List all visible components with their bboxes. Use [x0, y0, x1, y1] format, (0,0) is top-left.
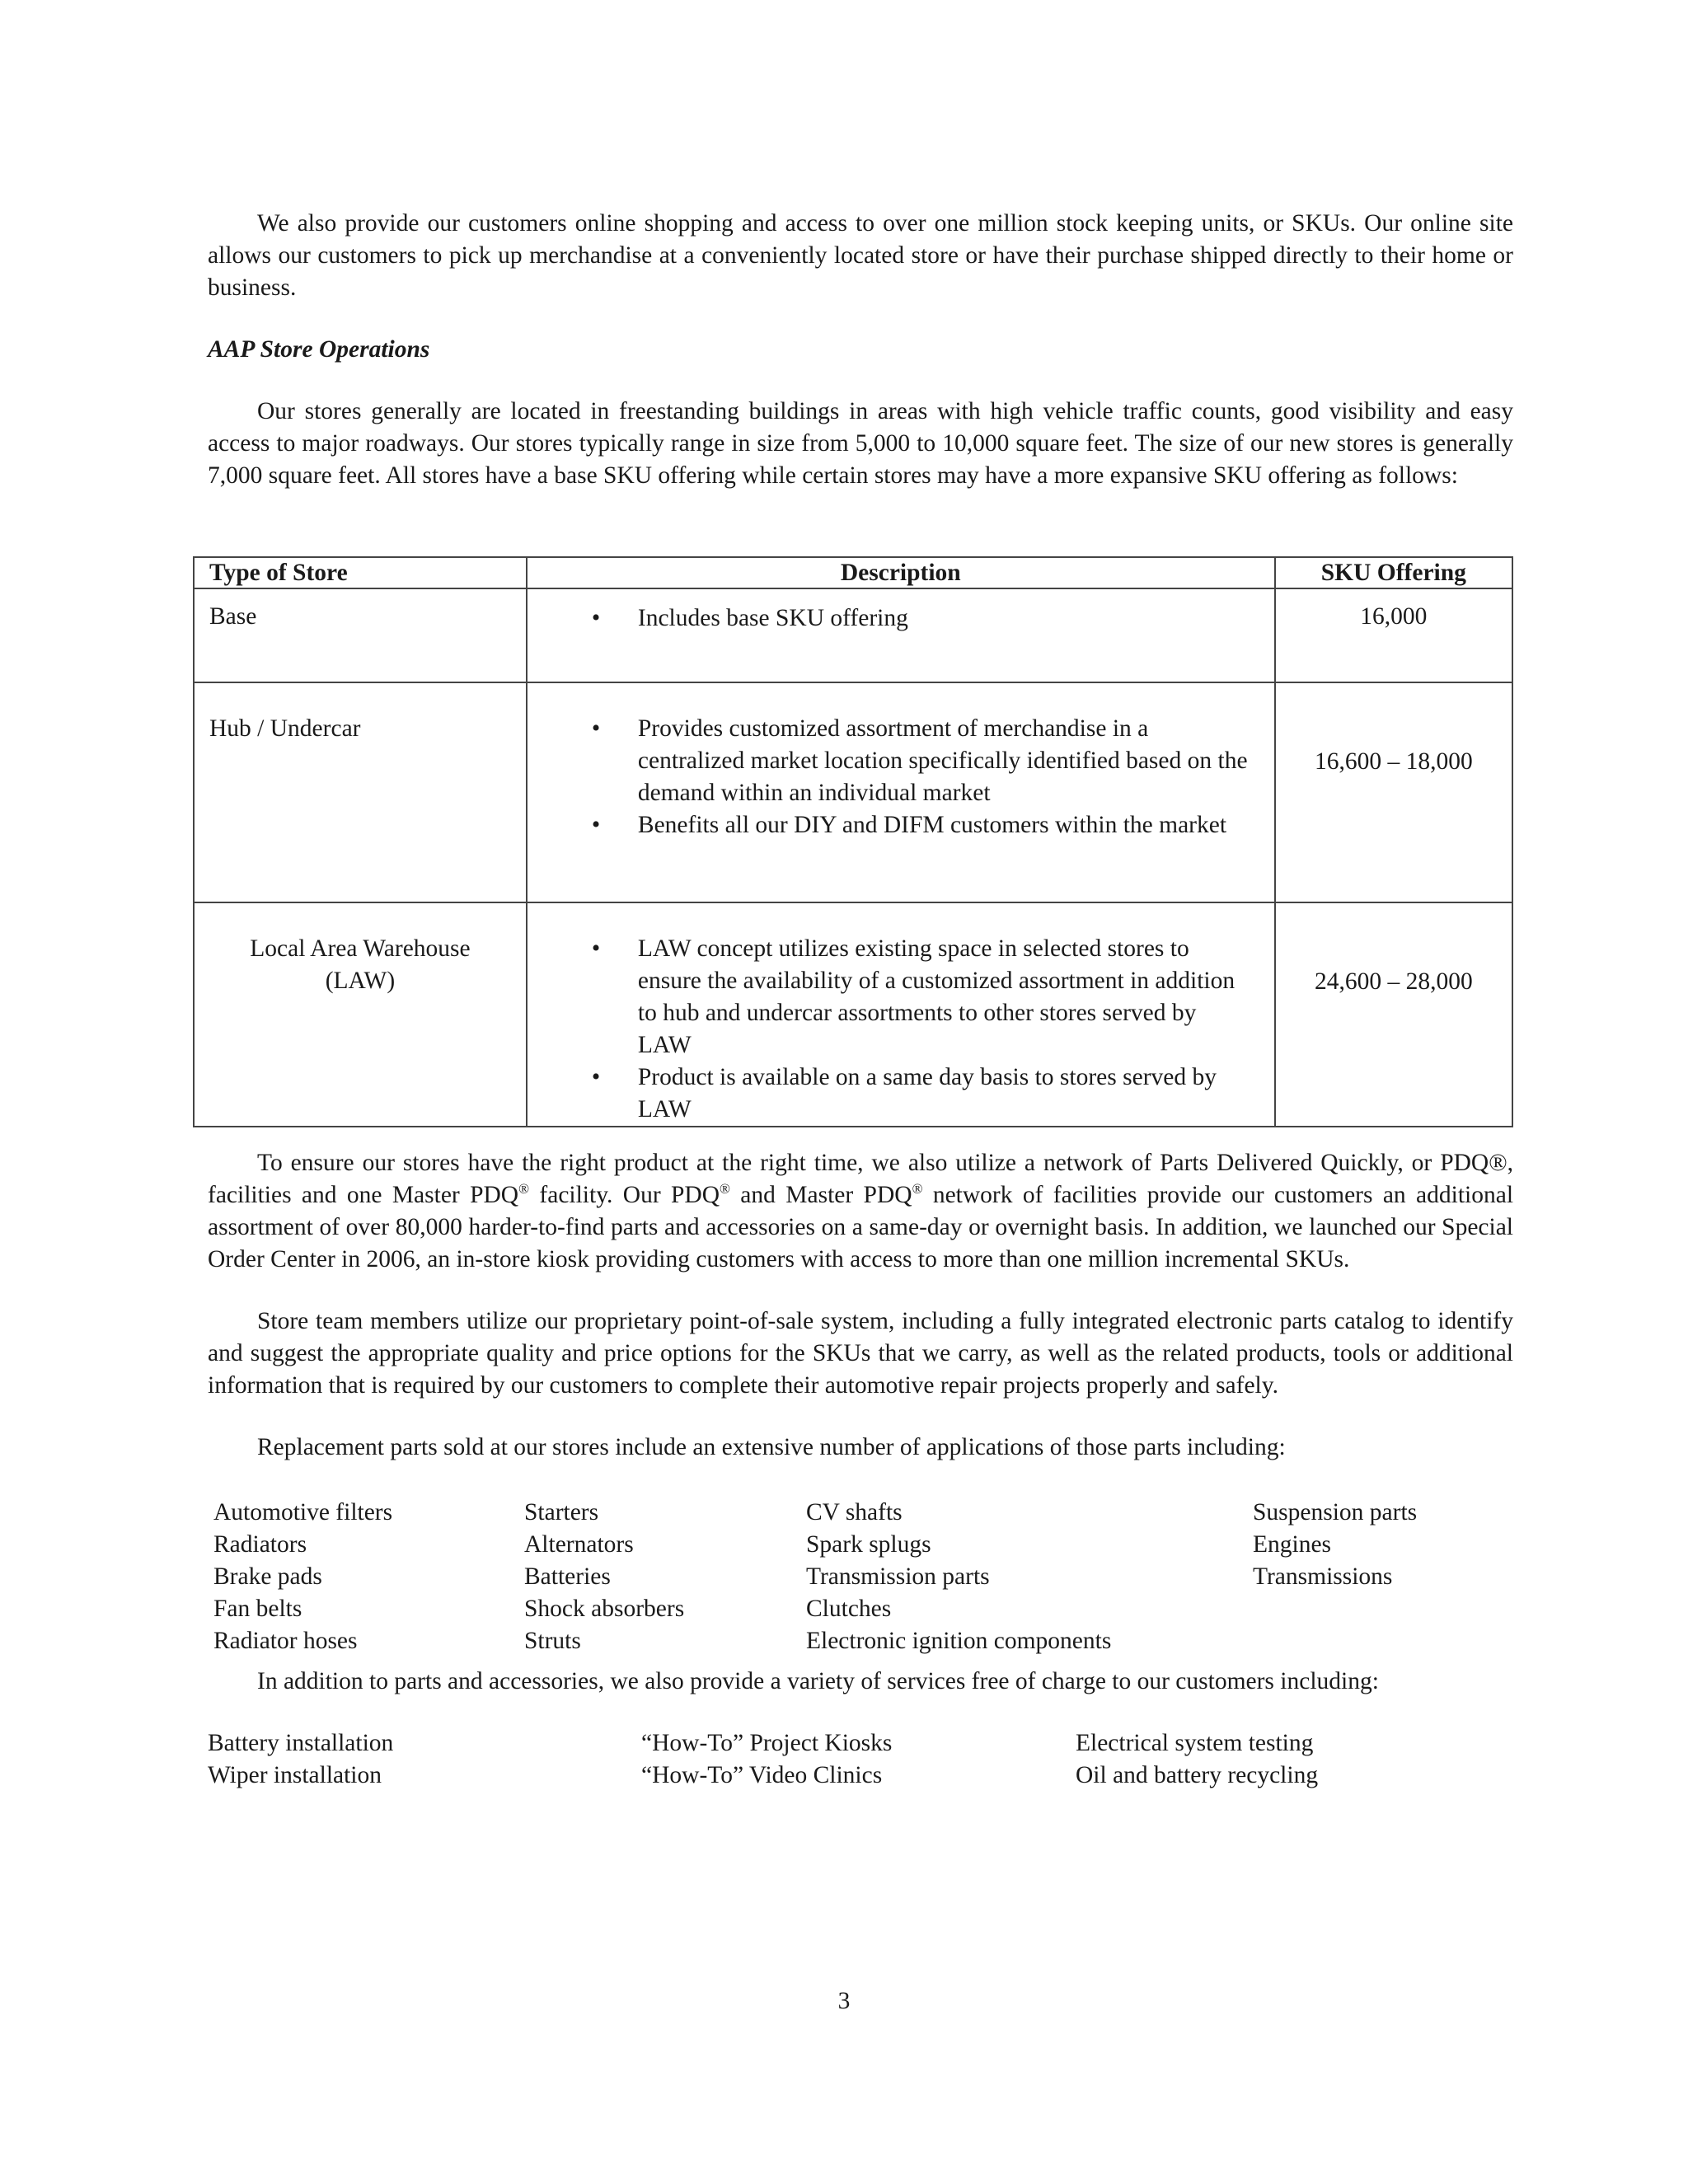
services-list — [208, 1727, 1513, 1792]
list-item: Alternators — [524, 1531, 634, 1558]
store-operations-paragraph: Our stores generally are located in freestanding buildings in areas with high vehicle traffic counts, good visibility and easy access to major roadways. Our stores typically range in size from 5,000 to 10,000 square feet. The size of our new stores is generally 7,000 square feet. All stores have a base SKU offering while certain stores may have a more expansive SKU offering as follows: — [208, 398, 1513, 489]
services-column — [1076, 1727, 1405, 1792]
table-header-row — [194, 557, 1512, 588]
list-item: Brake pads — [213, 1563, 322, 1590]
services-intro: In addition to parts and accessories, we also provide a variety of services free of charge to our customers including: — [257, 1668, 1379, 1694]
list-item: Radiators — [213, 1531, 307, 1558]
pdq-text: and Master PDQ — [729, 1182, 912, 1208]
list-item: Struts — [524, 1628, 581, 1654]
parts-column — [806, 1497, 1253, 1657]
list-item: Transmissions — [1253, 1563, 1393, 1590]
registered-mark: ® — [912, 1181, 923, 1197]
registered-mark: ® — [518, 1181, 530, 1197]
registered-mark: ® — [720, 1181, 730, 1197]
list-item: Suspension parts — [1253, 1499, 1418, 1526]
page-body-continued — [208, 1147, 1513, 1792]
description-cell — [527, 682, 1275, 902]
table-row-hub — [194, 682, 1512, 902]
pdq-text: network of facilities provide our customers an additional assortment of over 80,000 harder-to-find parts and accessories on a same-day or overnight basis. In addition, we launched our Special Order Center in 2006, an in-store kiosk providing customers with access to more than one million incremental SKUs. — [208, 1182, 1514, 1272]
list-item: Transmission parts — [806, 1563, 990, 1590]
list-item: Fan belts — [213, 1596, 302, 1622]
intro-paragraph: We also provide our customers online shopping and access to over one million stock keeping units, or SKUs. Our online site allows our customers to pick up merchandise at a conveniently located store or have their purchase shipped directly to their home or business. — [208, 210, 1513, 301]
store-type-cell: Base — [194, 588, 527, 682]
pdq-paragraph — [208, 1147, 1513, 1276]
header-type-of-store: Type of Store — [194, 557, 527, 588]
list-item: Starters — [524, 1499, 599, 1526]
list-item: Oil and battery recycling — [1076, 1762, 1319, 1788]
bullet-item: • Product is available on a same day basis to stores served by LAW — [528, 1062, 1274, 1126]
list-item: Wiper installation — [208, 1762, 382, 1788]
sku-cell: 24,600 – 28,000 — [1275, 902, 1512, 1127]
list-item: Batteries — [524, 1563, 611, 1590]
page-body — [208, 208, 1513, 492]
section-heading: AAP Store Operations — [208, 336, 430, 363]
list-item: Spark splugs — [806, 1531, 931, 1558]
store-type-label: Local Area Warehouse (LAW) — [250, 935, 471, 994]
parts-column — [524, 1497, 806, 1657]
header-sku-offering: SKU Offering — [1275, 557, 1512, 588]
list-item: Electrical system testing — [1076, 1730, 1314, 1756]
services-column — [641, 1727, 1076, 1792]
pos-paragraph: Store team members utilize our proprietary point-of-sale system, including a fully integrated electronic parts catalog to identify and suggest the appropriate quality and price options for the SKUs that we carry, as well as the related products, tools or additional information that is required by our customers to complete their automotive repair projects properly and safely. — [208, 1308, 1513, 1399]
list-item: “How-To” Video Clinics — [641, 1762, 883, 1788]
pdq-text: To ensure our stores have the right product at the right time, we also utilize a network of Parts Delivered Quickly, or PDQ®, facilities and one Master PDQ — [208, 1150, 1513, 1208]
parts-column — [1253, 1497, 1467, 1657]
list-item: “How-To” Project Kiosks — [641, 1730, 893, 1756]
page-number: 3 — [837, 1988, 851, 2014]
parts-intro: Replacement parts sold at our stores include an extensive number of applications of those parts including: — [257, 1434, 1286, 1460]
header-description: Description — [527, 557, 1275, 588]
bullet-item: • Benefits all our DIY and DIFM customers within the market — [528, 809, 1274, 841]
list-item: CV shafts — [806, 1499, 903, 1526]
list-item: Electronic ignition components — [806, 1628, 1112, 1654]
bullet-item: • LAW concept utilizes existing space in selected stores to ensure the availability of a customized assortment in addition to hub and undercar assortments to other stores served by LAW — [528, 933, 1274, 1062]
services-column — [208, 1727, 641, 1792]
bullet-item: • Includes base SKU offering — [528, 602, 1274, 635]
pdq-text: facility. Our PDQ — [529, 1182, 720, 1208]
list-item: Engines — [1253, 1531, 1332, 1558]
store-type-table — [193, 556, 1513, 1127]
list-item: Clutches — [806, 1596, 892, 1622]
sku-cell: 16,600 – 18,000 — [1275, 682, 1512, 902]
store-type-cell — [194, 902, 527, 1127]
parts-list — [213, 1497, 1513, 1657]
list-item: Battery installation — [208, 1730, 394, 1756]
table-row-base — [194, 588, 1512, 682]
description-cell — [527, 588, 1275, 682]
store-type-cell: Hub / Undercar — [194, 682, 527, 902]
list-item: Automotive filters — [213, 1499, 393, 1526]
table-row-law — [194, 902, 1512, 1127]
list-item: Shock absorbers — [524, 1596, 685, 1622]
list-item: Radiator hoses — [213, 1628, 358, 1654]
parts-column — [213, 1497, 524, 1657]
description-cell — [527, 902, 1275, 1127]
bullet-item: • Provides customized assortment of merchandise in a centralized market location specifically identified based on the demand within an individual market — [528, 713, 1274, 809]
sku-cell: 16,000 — [1275, 588, 1512, 682]
